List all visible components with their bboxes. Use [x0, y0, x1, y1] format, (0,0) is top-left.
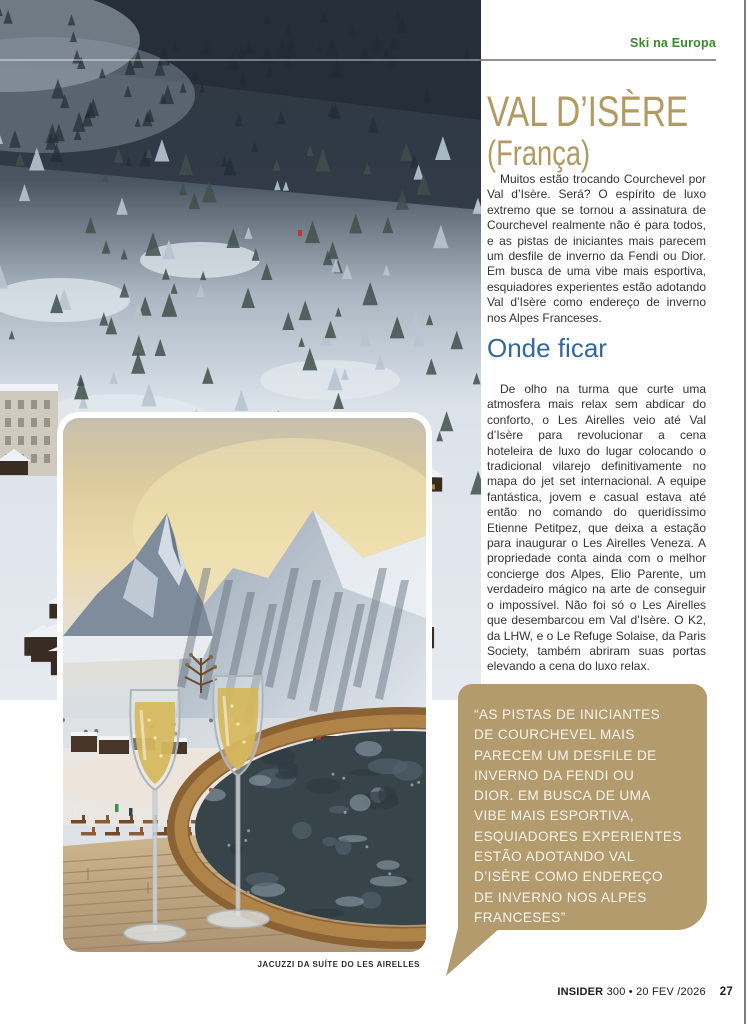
page-footer	[557, 986, 733, 998]
photo-caption: JACUZZI DA SUÍTE DO LES AIRELLES	[257, 960, 420, 969]
pull-quote-line: PARECEM UM DESFILE DE	[474, 747, 657, 763]
pull-quote-line: ESQUIADORES EXPERIENTES	[474, 828, 682, 844]
section-label: Ski na Europa	[630, 36, 716, 50]
where-to-stay-heading: Onde ficar	[487, 333, 607, 363]
pull-quote-line: DE INVERNO NOS ALPES	[474, 889, 647, 905]
magazine-name: INSIDER	[557, 986, 604, 998]
pull-quote-line: VIBE MAIS ESPORTIVA,	[474, 808, 635, 824]
page-number: 27	[719, 986, 733, 998]
pull-quote-line: ESTÃO ADOTANDO VAL	[474, 849, 635, 865]
article-subtitle: (França)	[487, 134, 591, 173]
article-title-block	[487, 90, 688, 172]
pull-quote-line: FRANCESES”	[474, 909, 566, 925]
pull-quote-line: DIOR. EM BUSCA DE UMA	[474, 788, 651, 804]
body-paragraph: De olho na turma que curte uma atmosfera mais relax sem abdicar do conforto, o Les Airelles veio até Val d’Isère para revolucionar a cena hoteleira de luxo do lugar colocando o tradicional vilarejo definitivamente no mapa do jet set internacional. A equipe fantástica, jovem e casual estava até então no comando do queridíssimo Etienne Petitpez, que deixa a estação para inaugurar o Les Airelles Veneza. A propriedade conta ainda com o melhor concierge dos Alpes, Elio Parente, um verdadeiro mágico na arte de conseguir o impossível. Não foi só o Les Airelles que desembarcou em Val d’Isère. O K2, da LHW, e o Le Refuge Solaise, da Paris Society, também abriram suas portas elevando a cena do luxo relax.	[487, 382, 706, 674]
pull-quote-box	[458, 684, 707, 930]
inset-photo-frame	[57, 412, 432, 958]
pull-quote-line: DE COURCHEVEL MAIS	[474, 727, 635, 743]
issue-date: 300 • 20 FEV /2026	[603, 986, 706, 998]
pull-quote-line: INVERNO DA FENDI OU	[474, 767, 635, 783]
pull-quote-line: “AS PISTAS DE INICIANTES	[474, 707, 661, 722]
pull-quote-text	[474, 705, 695, 928]
quote-bubble-tail	[446, 928, 506, 980]
right-margin-rule	[744, 0, 746, 1024]
jacuzzi-photo	[63, 418, 426, 952]
pull-quote-line: D’ISÈRE COMO ENDEREÇO	[474, 869, 663, 885]
article-title: VAL D’ISÈRE	[487, 88, 689, 136]
intro-paragraph: Muitos estão trocando Courchevel por Val d’Isère. Será? O espírito de luxo extremo que se tornou a assinatura de Courchevel realmente não é para todos, e as pistas de iniciantes mais parecem um desfile de inverno da Fendi ou Dior. Em busca de uma vibe mais esportiva, esquiadores experientes estão adotando Val d’Isère como endereço de inverno nos Alpes Franceses.	[487, 172, 706, 325]
